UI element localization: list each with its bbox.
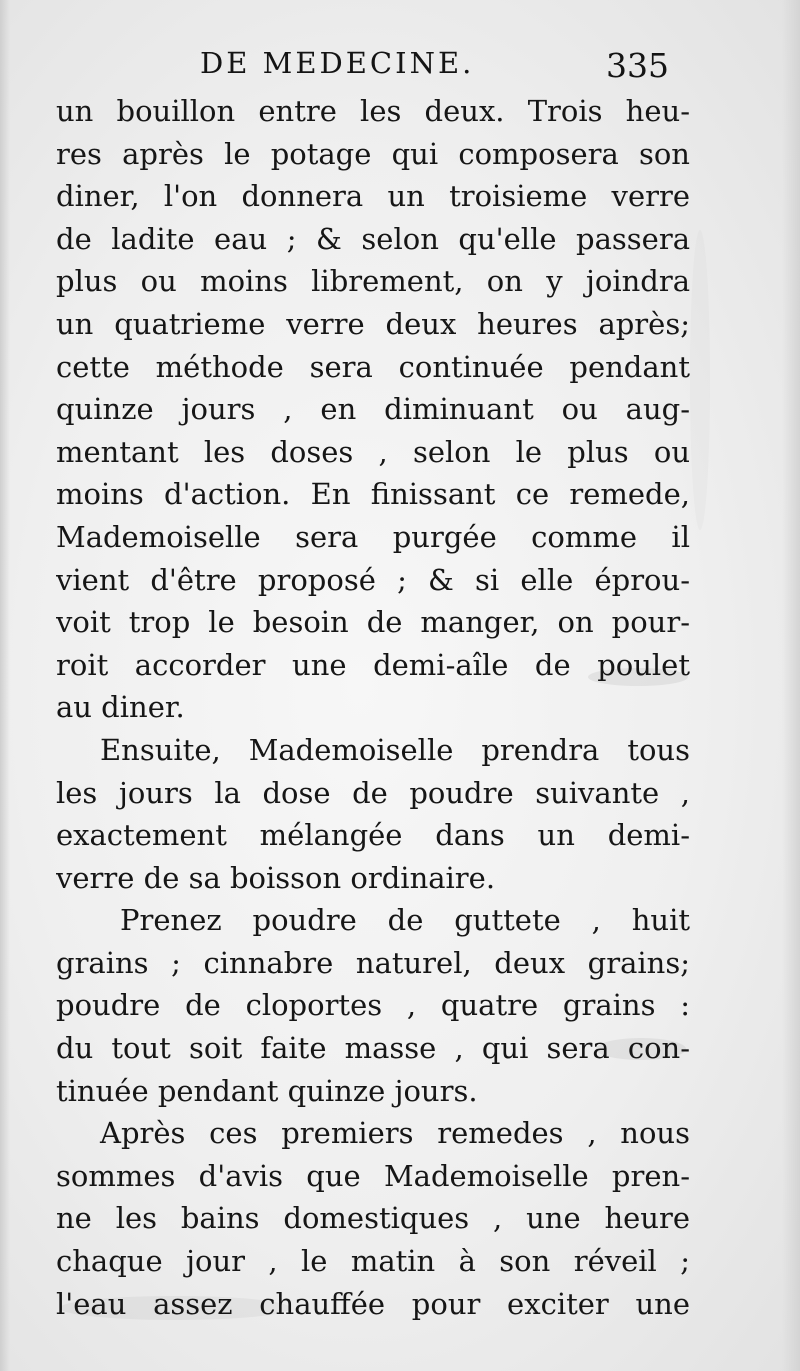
text-line: sommes d'avis que Mademoiselle pren- — [56, 1158, 690, 1193]
ink-bleed-mark — [690, 230, 710, 530]
text-line: les jours la dose de poudre suivante , — [56, 775, 690, 810]
body-text — [56, 90, 690, 1325]
text-line: l'eau assez chauffée pour exciter une — [56, 1286, 690, 1321]
text-line: Mademoiselle sera purgée comme il — [56, 519, 690, 554]
text-line: moins d'action. En finissant ce remede, — [56, 477, 690, 512]
text-line: diner, l'on donnera un troisieme verre — [56, 179, 690, 214]
text-line: grains ; cinnabre naturel, deux grains; — [56, 945, 690, 980]
text-line: plus ou moins librement, on y joindra — [56, 264, 690, 299]
paragraph — [56, 1112, 690, 1325]
paragraph — [56, 729, 690, 899]
text-line: un quatrieme verre deux heures après; — [56, 306, 690, 341]
text-line: quinze jours , en diminuant ou aug- — [56, 392, 690, 427]
text-line: voit trop le besoin de manger, on pour- — [56, 605, 690, 640]
text-line: de ladite eau ; & selon qu'elle passera — [56, 221, 690, 256]
running-title: DE MEDECINE. — [200, 46, 475, 80]
text-line: chaque jour , le matin à son réveil ; — [56, 1244, 690, 1279]
page-number: 335 — [606, 46, 669, 85]
text-line: exactement mélangée dans un demi- — [56, 818, 690, 853]
text-line: res après le potage qui composera son — [56, 136, 690, 171]
paragraph — [56, 899, 690, 1112]
text-line: ne les bains domestiques , une heure — [56, 1201, 690, 1236]
page-edge-left — [0, 0, 10, 1371]
text-line: Ensuite, Mademoiselle prendra tous — [100, 732, 690, 767]
text-line: du tout soit faite masse , qui sera con- — [56, 1031, 690, 1066]
text-line: mentant les doses , selon le plus ou — [56, 434, 690, 469]
text-line: tinuée pendant quinze jours. — [56, 1073, 478, 1108]
page-edge-right — [782, 0, 800, 1371]
text-line: poudre de cloportes , quatre grains : — [56, 988, 690, 1023]
text-line: au diner. — [56, 690, 185, 725]
text-line: un bouillon entre les deux. Trois heu- — [56, 94, 690, 128]
paragraph — [56, 90, 690, 729]
text-line: roit accorder une demi-aîle de poulet — [56, 647, 690, 682]
text-line: Après ces premiers remedes , nous — [100, 1116, 690, 1151]
text-line: vient d'être proposé ; & si elle éprou- — [56, 562, 690, 597]
text-line: Prenez poudre de guttete , huit — [120, 903, 690, 938]
text-line: cette méthode sera continuée pendant — [56, 349, 690, 384]
text-line: verre de sa boisson ordinaire. — [56, 860, 496, 895]
